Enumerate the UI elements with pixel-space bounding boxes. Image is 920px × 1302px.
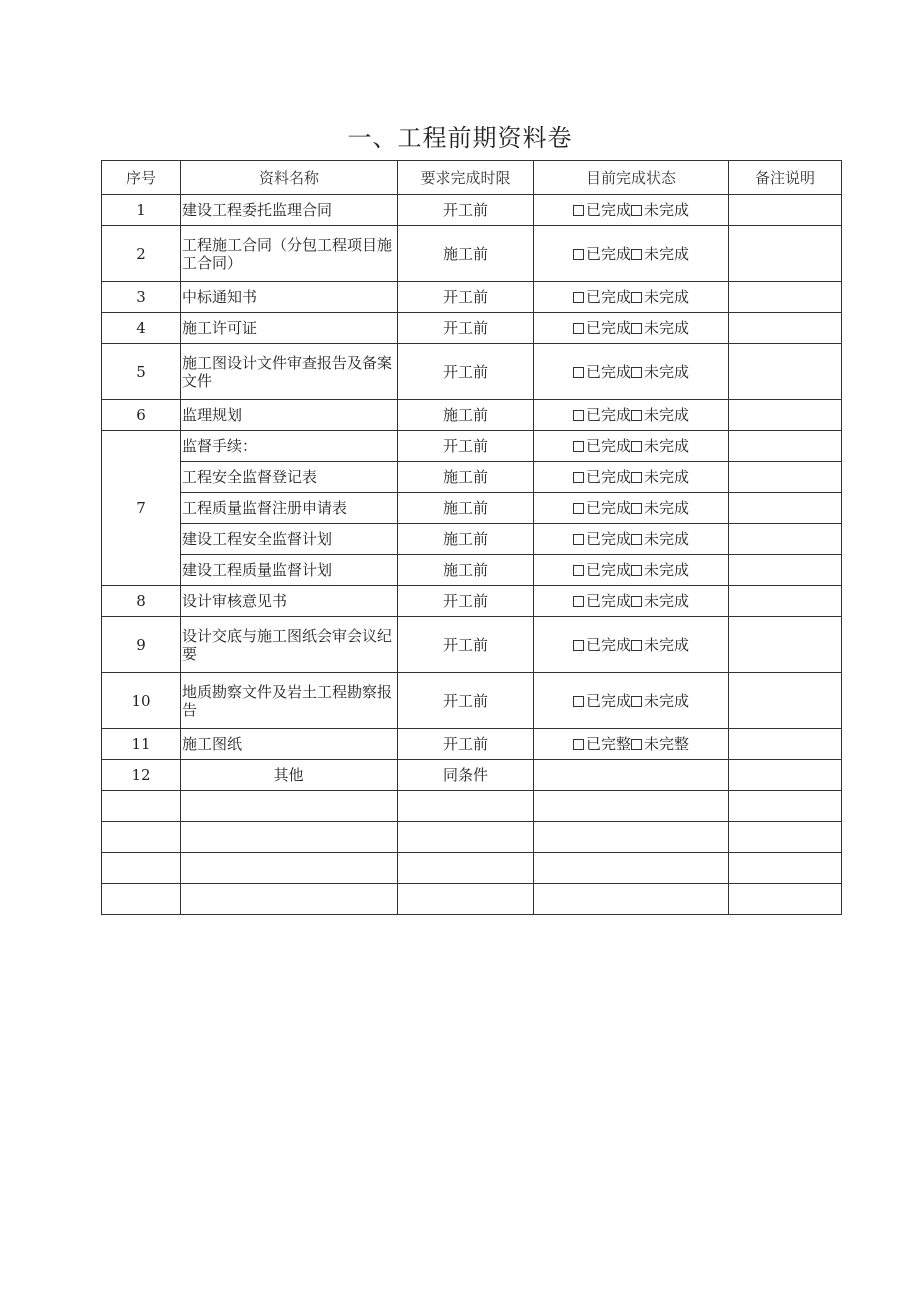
checkbox-not-complete[interactable]: [631, 739, 642, 750]
row-time: 施工前: [398, 555, 534, 586]
row-time: 施工前: [398, 400, 534, 431]
table-row: [102, 555, 842, 586]
row-time: 开工前: [398, 344, 534, 400]
table-row: [102, 729, 842, 760]
checkbox-done[interactable]: [573, 472, 584, 483]
row-time: 开工前: [398, 673, 534, 729]
not-done-label: 未完成: [644, 319, 690, 337]
not-done-label: 未完成: [644, 288, 690, 306]
not-done-label: 未完成: [644, 468, 690, 486]
row-time: 开工前: [398, 617, 534, 673]
checkbox-not-done[interactable]: [631, 249, 642, 260]
empty-cell: [398, 791, 534, 822]
row-time: 开工前: [398, 313, 534, 344]
done-label: 已完成: [585, 319, 631, 337]
row-time: 开工前: [398, 729, 534, 760]
empty-cell: [102, 884, 181, 915]
not-done-label: 未完成: [644, 362, 690, 381]
row-name: 中标通知书: [181, 282, 398, 313]
done-label: 已完成: [585, 201, 631, 219]
not-done-label: 未完成: [644, 530, 690, 548]
row-name: 施工图纸: [181, 729, 398, 760]
row-remark: [729, 462, 842, 493]
checkbox-done[interactable]: [573, 410, 584, 421]
table-row: [102, 344, 842, 400]
empty-cell: [398, 822, 534, 853]
checkbox-not-done[interactable]: [631, 696, 642, 707]
table-row: [102, 400, 842, 431]
row-status: [534, 617, 729, 673]
not-complete-label: 未完整: [644, 735, 690, 753]
checkbox-done[interactable]: [573, 696, 584, 707]
done-label: 已完成: [585, 288, 631, 306]
header-time: 要求完成时限: [398, 161, 534, 195]
row-name: 施工许可证: [181, 313, 398, 344]
not-done-label: 未完成: [644, 592, 690, 610]
row-status: [534, 313, 729, 344]
row-time: 开工前: [398, 586, 534, 617]
not-done-label: 未完成: [644, 406, 690, 424]
row-num: 6: [102, 400, 181, 431]
empty-row: [102, 791, 842, 822]
row-remark: [729, 729, 842, 760]
row-num: 1: [102, 195, 181, 226]
row-remark: [729, 760, 842, 791]
complete-label: 已完整: [585, 735, 631, 753]
row-name: 其他: [181, 760, 398, 791]
table-row: [102, 282, 842, 313]
row-remark: [729, 400, 842, 431]
checkbox-not-done[interactable]: [631, 205, 642, 216]
row-name: 建设工程质量监督计划: [181, 555, 398, 586]
done-label: 已完成: [585, 244, 631, 263]
row-time: 开工前: [398, 431, 534, 462]
checkbox-not-done[interactable]: [631, 323, 642, 334]
table-row: [102, 313, 842, 344]
done-label: 已完成: [585, 635, 631, 654]
done-label: 已完成: [585, 592, 631, 610]
row-num: 11: [102, 729, 181, 760]
row-remark: [729, 195, 842, 226]
empty-cell: [534, 822, 729, 853]
table-row: [102, 760, 842, 791]
checkbox-done[interactable]: [573, 596, 584, 607]
empty-cell: [534, 853, 729, 884]
table-row: [102, 226, 842, 282]
done-label: 已完成: [585, 406, 631, 424]
row-remark: [729, 524, 842, 555]
header-name: 资料名称: [181, 161, 398, 195]
empty-cell: [181, 822, 398, 853]
row-time: 施工前: [398, 462, 534, 493]
row-num: 2: [102, 226, 181, 282]
empty-cell: [102, 853, 181, 884]
row-name: 监督手续：: [181, 431, 398, 462]
row-name: 施工图设计文件审查报告及备案文件: [181, 344, 398, 400]
checkbox-done[interactable]: [573, 205, 584, 216]
row-time: 施工前: [398, 524, 534, 555]
done-label: 已完成: [585, 561, 631, 579]
checkbox-done[interactable]: [573, 640, 584, 651]
header-status: 目前完成状态: [534, 161, 729, 195]
checkbox-not-done[interactable]: [631, 640, 642, 651]
row-status: [534, 462, 729, 493]
header-remark: 备注说明: [729, 161, 842, 195]
checkbox-done[interactable]: [573, 292, 584, 303]
row-name: 建设工程委托监理合同: [181, 195, 398, 226]
table-row: [102, 431, 842, 462]
row-status: [534, 729, 729, 760]
done-label: 已完成: [585, 468, 631, 486]
empty-row: [102, 822, 842, 853]
empty-cell: [102, 822, 181, 853]
checkbox-not-done[interactable]: [631, 503, 642, 514]
empty-cell: [398, 853, 534, 884]
checkbox-not-done[interactable]: [631, 367, 642, 378]
row-status: [534, 524, 729, 555]
checkbox-done[interactable]: [573, 249, 584, 260]
checkbox-not-done[interactable]: [631, 534, 642, 545]
done-label: 已完成: [585, 530, 631, 548]
row-remark: [729, 586, 842, 617]
row-num: 8: [102, 586, 181, 617]
checkbox-done[interactable]: [573, 534, 584, 545]
done-label: 已完成: [585, 499, 631, 517]
row-remark: [729, 226, 842, 282]
checkbox-not-done[interactable]: [631, 596, 642, 607]
table-row: [102, 617, 842, 673]
empty-cell: [729, 853, 842, 884]
not-done-label: 未完成: [644, 691, 690, 710]
table-row: [102, 586, 842, 617]
row-status: [534, 493, 729, 524]
empty-cell: [729, 791, 842, 822]
checkbox-not-done[interactable]: [631, 441, 642, 452]
empty-cell: [181, 884, 398, 915]
row-remark: [729, 493, 842, 524]
row-num: 5: [102, 344, 181, 400]
empty-cell: [729, 884, 842, 915]
not-done-label: 未完成: [644, 437, 690, 455]
row-name: 设计审核意见书: [181, 586, 398, 617]
row-num: 10: [102, 673, 181, 729]
row-remark: [729, 617, 842, 673]
empty-cell: [729, 822, 842, 853]
row-name: 设计交底与施工图纸会审会议纪要: [181, 617, 398, 673]
checkbox-done[interactable]: [573, 367, 584, 378]
row-name: 工程安全监督登记表: [181, 462, 398, 493]
row-time: 开工前: [398, 195, 534, 226]
checkbox-not-done[interactable]: [631, 410, 642, 421]
not-done-label: 未完成: [644, 499, 690, 517]
empty-cell: [181, 853, 398, 884]
table-row: [102, 673, 842, 729]
table-header-row: [102, 161, 842, 195]
row-num: 7: [102, 431, 181, 586]
row-name: 工程施工合同（分包工程项目施工合同）: [181, 226, 398, 282]
row-num: 12: [102, 760, 181, 791]
checkbox-done[interactable]: [573, 503, 584, 514]
row-remark: [729, 431, 842, 462]
done-label: 已完成: [585, 691, 631, 710]
empty-cell: [534, 884, 729, 915]
not-done-label: 未完成: [644, 201, 690, 219]
row-status: [534, 673, 729, 729]
table-row: [102, 524, 842, 555]
row-remark: [729, 344, 842, 400]
not-done-label: 未完成: [644, 561, 690, 579]
row-status: [534, 431, 729, 462]
table-row: [102, 195, 842, 226]
done-label: 已完成: [585, 362, 631, 381]
row-remark: [729, 313, 842, 344]
row-name: 监理规划: [181, 400, 398, 431]
row-remark: [729, 673, 842, 729]
row-time: 施工前: [398, 493, 534, 524]
row-status: [534, 195, 729, 226]
row-status: [534, 344, 729, 400]
table-row: [102, 462, 842, 493]
not-done-label: 未完成: [644, 635, 690, 654]
checkbox-not-done[interactable]: [631, 565, 642, 576]
empty-cell: [181, 791, 398, 822]
empty-row: [102, 853, 842, 884]
row-num: 9: [102, 617, 181, 673]
page-title: 一、工程前期资料卷: [347, 124, 573, 152]
row-name: 建设工程安全监督计划: [181, 524, 398, 555]
row-status: [534, 586, 729, 617]
done-label: 已完成: [585, 437, 631, 455]
checkbox-done[interactable]: [573, 441, 584, 452]
row-remark: [729, 555, 842, 586]
empty-cell: [534, 791, 729, 822]
checkbox-done[interactable]: [573, 323, 584, 334]
document-table: [101, 160, 842, 915]
row-status: [534, 282, 729, 313]
checkbox-complete[interactable]: [573, 739, 584, 750]
row-time: 开工前: [398, 282, 534, 313]
table-row: [102, 493, 842, 524]
header-num: 序号: [102, 161, 181, 195]
row-num: 3: [102, 282, 181, 313]
empty-cell: [102, 791, 181, 822]
row-status: [534, 760, 729, 791]
row-num: 4: [102, 313, 181, 344]
row-name: 地质勘察文件及岩土工程勘察报告: [181, 673, 398, 729]
row-time: 施工前: [398, 226, 534, 282]
checkbox-not-done[interactable]: [631, 472, 642, 483]
row-name: 工程质量监督注册申请表: [181, 493, 398, 524]
checkbox-done[interactable]: [573, 565, 584, 576]
checkbox-not-done[interactable]: [631, 292, 642, 303]
row-time: 同条件: [398, 760, 534, 791]
row-status: [534, 555, 729, 586]
row-remark: [729, 282, 842, 313]
empty-row: [102, 884, 842, 915]
not-done-label: 未完成: [644, 244, 690, 263]
empty-cell: [398, 884, 534, 915]
row-status: [534, 226, 729, 282]
row-status: [534, 400, 729, 431]
